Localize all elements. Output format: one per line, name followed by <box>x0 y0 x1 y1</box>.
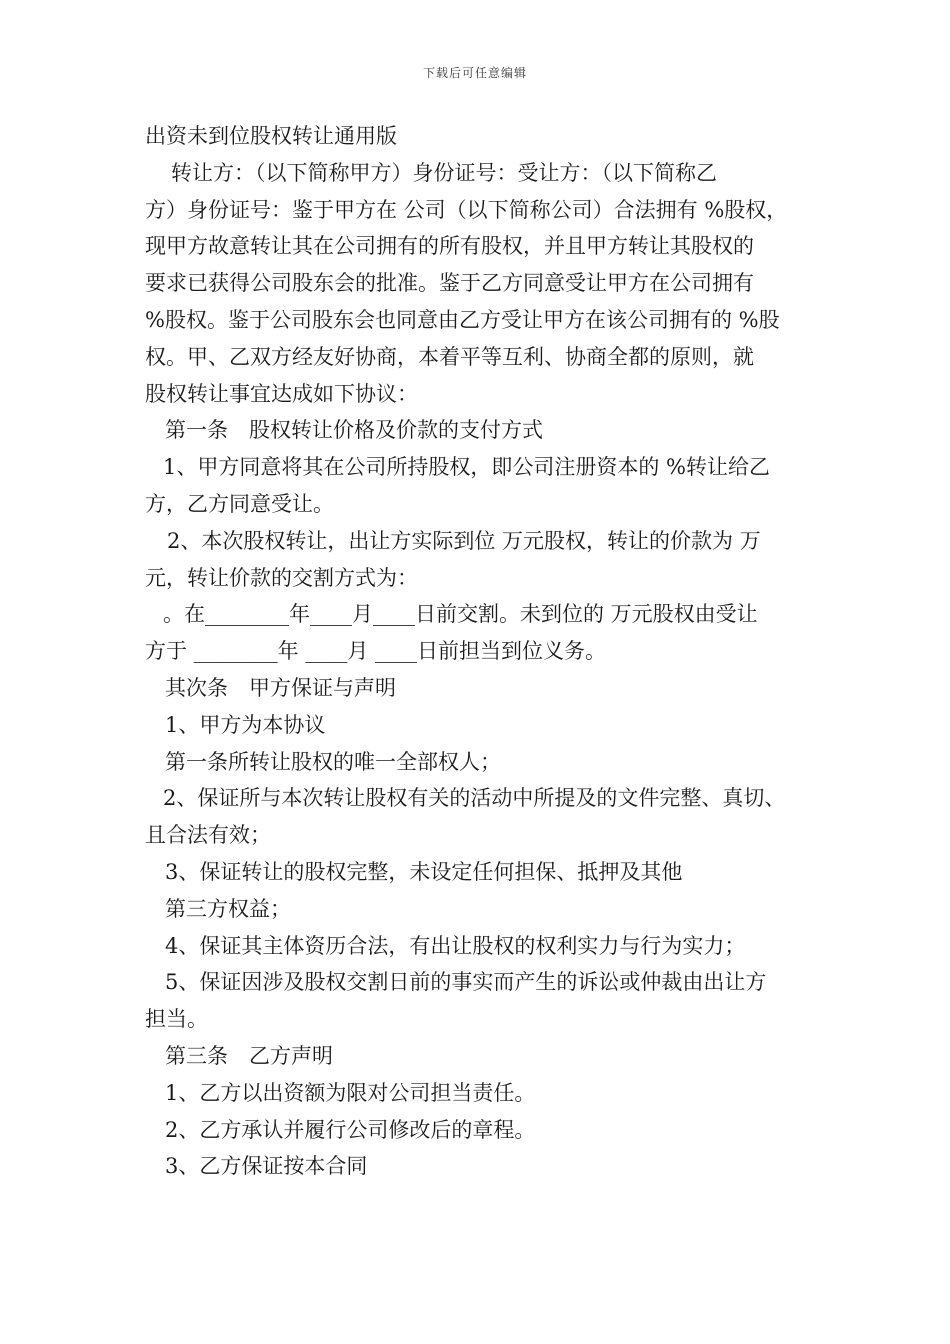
clause-line: 1、甲方同意将其在公司所持股权，即公司注册资本的 %转让给乙 <box>163 455 770 480</box>
document-title: 出资未到位股权转让通用版 <box>145 124 397 148</box>
clause-line: 2、乙方承认并履行公司修改后的章程。 <box>165 1117 536 1142</box>
paragraph-line: 权。甲、乙双方经友好协商，本着平等互利、协商全都的原则，就 <box>145 344 754 369</box>
clause-line: 5、保证因涉及股权交割日前的事实而产生的诉讼或仲裁由出让方 <box>165 970 767 995</box>
clause-line: 1、甲方为本协议 <box>165 712 326 737</box>
clause-line: 4、保证其主体资历合法，有出让股权的权利实力与行为实力； <box>165 933 746 958</box>
clause-line: 2、本次股权转让，出让方实际到位 万元股权，转让的价款为 万 <box>167 528 761 553</box>
section-heading: 第三条 乙方声明 <box>165 1043 333 1068</box>
paragraph-line: 转让方：（以下简称甲方）身份证号：受让方：（以下简称乙 <box>171 160 717 185</box>
clause-line: 第三方权益； <box>165 896 291 921</box>
section-heading: 第一条 股权转让价格及价款的支付方式 <box>165 418 543 443</box>
clause-line: 第一条所转让股权的唯一全部权人； <box>165 749 501 774</box>
clause-line: 担当。 <box>145 1007 208 1032</box>
paragraph-line: 要求已获得公司股东会的批准。鉴于乙方同意受让甲方在公司拥有 <box>145 271 754 296</box>
clause-line: 。在________年____月____日前交割。未到位的 万元股权由受让 <box>163 602 758 627</box>
clause-line: 方，乙方同意受让。 <box>145 491 334 516</box>
page-header: 下载后可任意编辑 <box>422 66 527 80</box>
paragraph-line: %股权。鉴于公司股东会也同意由乙方受让甲方在该公司拥有的 %股 <box>145 307 780 332</box>
clause-line: 3、保证转让的股权完整，未设定任何担保、抵押及其他 <box>165 859 683 884</box>
paragraph-line: 现甲方故意转让其在公司拥有的所有股权，并且甲方转让其股权的 <box>145 234 754 259</box>
document-body <box>145 118 835 1185</box>
clause-line: 方于 ________年 ____月 ____日前担当到位义务。 <box>145 639 607 664</box>
clause-line: 1、乙方以出资额为限对公司担当责任。 <box>165 1080 536 1105</box>
clause-line: 且合法有效； <box>145 823 271 848</box>
paragraph-line: 方）身份证号：鉴于甲方在 公司（以下简称公司）合法拥有 %股权， <box>145 197 788 222</box>
clause-line: 2、保证所与本次转让股权有关的活动中所提及的文件完整、真切、 <box>163 786 786 811</box>
clause-line: 3、乙方保证按本合同 <box>165 1154 368 1179</box>
paragraph-line: 股权转让事宜达成如下协议： <box>145 381 418 406</box>
clause-line: 元，转让价款的交割方式为： <box>145 565 418 590</box>
section-heading: 其次条 甲方保证与声明 <box>165 675 396 700</box>
